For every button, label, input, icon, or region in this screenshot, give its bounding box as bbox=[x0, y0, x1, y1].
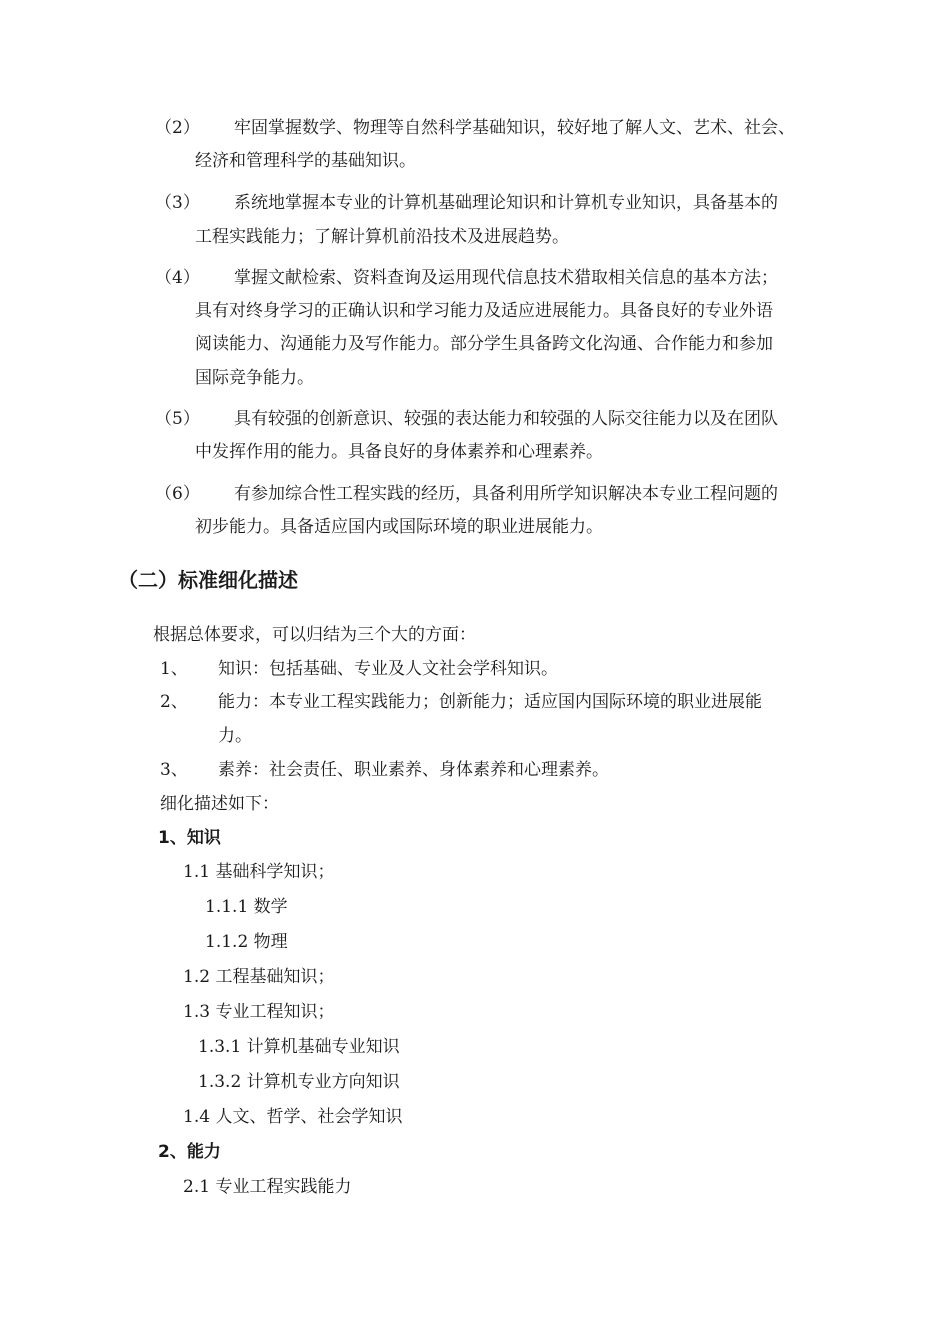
req-4-line-3: 阅读能力、沟通能力及写作能力。部分学生具备跨文化沟通、合作能力和参加 bbox=[195, 334, 773, 354]
req-3-line-1: 系统地掌握本专业的计算机基础理论知识和计算机专业知识，具备基本的 bbox=[234, 193, 778, 213]
outline-knowledge-title: 1、知识 bbox=[158, 828, 221, 848]
req-2-line-2: 经济和管理科学的基础知识。 bbox=[195, 151, 416, 171]
outline-item-1-3-1: 1.3.1 计算机基础专业知识 bbox=[198, 1037, 400, 1057]
outline-item-1-2: 1.2 工程基础知识； bbox=[183, 967, 335, 987]
req-6-line-2: 初步能力。具备适应国内或国际环境的职业进展能力。 bbox=[195, 517, 603, 537]
req-4-line-1: 掌握文献检索、资料查询及运用现代信息技术猎取相关信息的基本方法； bbox=[234, 268, 778, 288]
outline-item-1-1-2: 1.1.2 物理 bbox=[205, 932, 288, 952]
outline-item-1-3-2: 1.3.2 计算机专业方向知识 bbox=[198, 1072, 400, 1092]
req-3-line-2: 工程实践能力；了解计算机前沿技术及进展趋势。 bbox=[195, 227, 569, 247]
aspect-2-number: 2、 bbox=[160, 692, 188, 712]
req-4-line-4: 国际竞争能力。 bbox=[195, 368, 314, 388]
aspect-2-line-2: 力。 bbox=[218, 726, 252, 746]
outline-item-1-1-1: 1.1.1 数学 bbox=[205, 897, 288, 917]
detail-intro: 细化描述如下： bbox=[160, 794, 279, 814]
req-4-number: （4） bbox=[155, 268, 200, 288]
req-5-line-2: 中发挥作用的能力。具备良好的身体素养和心理素养。 bbox=[195, 442, 603, 462]
req-6-line-1: 有参加综合性工程实践的经历，具备利用所学知识解决本专业工程问题的 bbox=[234, 484, 778, 504]
req-5-number: （5） bbox=[155, 409, 200, 429]
outline-ability-title: 2、能力 bbox=[158, 1142, 221, 1162]
req-5-line-1: 具有较强的创新意识、较强的表达能力和较强的人际交往能力以及在团队 bbox=[234, 409, 778, 429]
req-6-number: （6） bbox=[155, 484, 200, 504]
aspect-3-line-1: 素养：社会责任、职业素养、身体素养和心理素养。 bbox=[218, 760, 609, 780]
outline-item-1-4: 1.4 人文、哲学、社会学知识 bbox=[183, 1107, 403, 1127]
aspect-2-line-1: 能力：本专业工程实践能力；创新能力；适应国内国际环境的职业进展能 bbox=[218, 692, 762, 712]
section-heading: （二）标准细化描述 bbox=[118, 568, 298, 592]
outline-item-2-1: 2.1 专业工程实践能力 bbox=[183, 1177, 352, 1197]
req-2-number: （2） bbox=[155, 118, 200, 138]
outline-item-1-1: 1.1 基础科学知识； bbox=[183, 862, 335, 882]
outline-item-1-3: 1.3 专业工程知识； bbox=[183, 1002, 335, 1022]
intro-text: 根据总体要求，可以归结为三个大的方面： bbox=[153, 625, 476, 645]
req-4-line-2: 具有对终身学习的正确认识和学习能力及适应进展能力。具备良好的专业外语 bbox=[195, 301, 773, 321]
aspect-3-number: 3、 bbox=[160, 760, 188, 780]
aspect-1-number: 1、 bbox=[160, 659, 188, 679]
req-2-line-1: 牢固掌握数学、物理等自然科学基础知识，较好地了解人文、艺术、社会、 bbox=[234, 118, 795, 138]
req-3-number: （3） bbox=[155, 193, 200, 213]
aspect-1-line-1: 知识：包括基础、专业及人文社会学科知识。 bbox=[218, 659, 558, 679]
